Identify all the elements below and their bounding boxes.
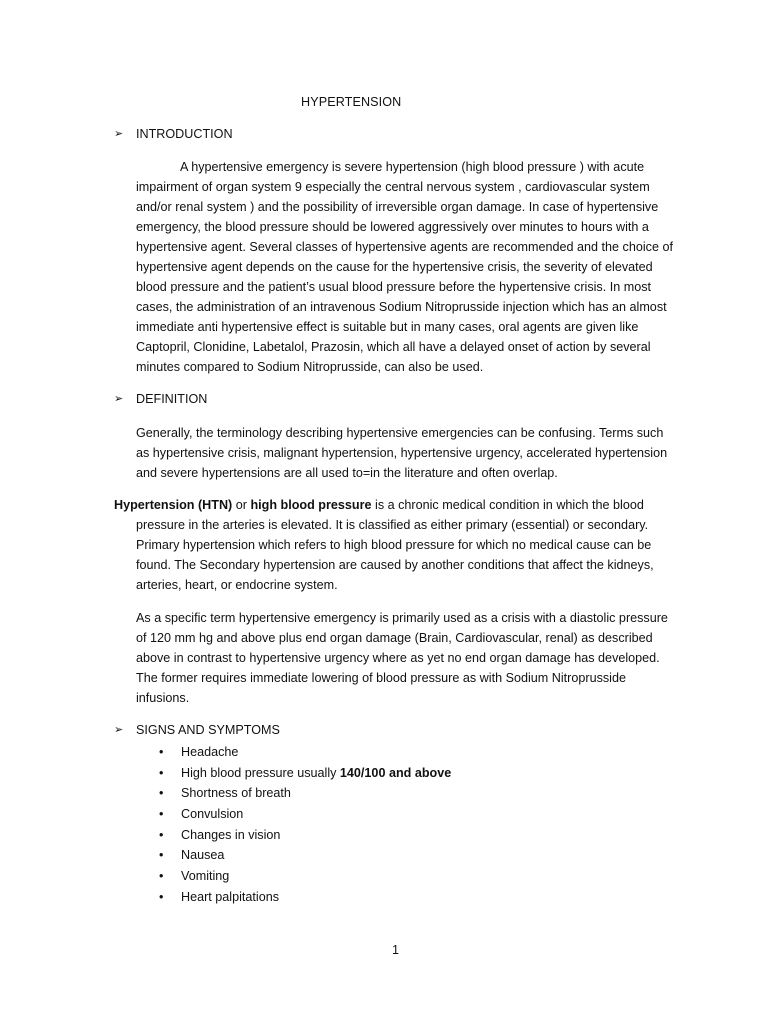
htn-paragraph [114, 495, 654, 595]
paragraph-line: pressure in the arteries is elevated. It is classified as either primary (essential) or secondary. [136, 518, 649, 532]
paragraph-line: of 120 mm hg and above plus end organ damage (Brain, Cardiovascular, renal) as described [136, 631, 653, 645]
paragraph-line: hypertensive agent depends on the cause for the hypertensive crisis, the severity of elevated [136, 260, 653, 274]
heading-label: SIGNS AND SYMPTOMS [136, 723, 280, 737]
htn-bold-term-2: high blood pressure [250, 498, 372, 512]
list-item-text: Vomiting [181, 869, 230, 884]
paragraph-line: A hypertensive emergency is severe hypertension (high blood pressure ) with acute [180, 160, 645, 174]
paragraph-line: Generally, the terminology describing hypertensive emergencies can be confusing. Terms such [136, 426, 664, 440]
paragraph-line: blood pressure and the patient’s usual blood pressure before the hypertensive crisis. In most [136, 280, 652, 294]
list-item-text: Shortness of breath [181, 786, 291, 801]
bullet-icon: • [159, 827, 164, 842]
paragraph-line: cases, the administration of an intravenous Sodium Nitroprusside injection which has an almost [136, 300, 667, 314]
list-item-text: Changes in vision [181, 827, 281, 842]
paragraph-line: immediate anti hypertensive effect is suitable but in many cases, oral agents are given like [136, 320, 639, 334]
bullet-icon: • [159, 745, 164, 759]
paragraph-line: infusions. [136, 691, 190, 705]
htn-first-line [114, 495, 654, 515]
paragraph-line: and severe hypertensions are all used to=in the literature and often overlap. [136, 466, 558, 480]
paragraph-line: As a specific term hypertensive emergency is primarily used as a crisis with a diastolic pressure [136, 611, 668, 625]
paragraph-line: above in contrast to hypertensive urgency where as yet no end organ damage has developed. [136, 651, 660, 665]
introduction-paragraph [136, 157, 673, 377]
paragraph-line: impairment of organ system 9 especially the central nervous system , cardiovascular system [136, 180, 650, 194]
htn-or: or [232, 498, 251, 512]
heading-label: INTRODUCTION [136, 127, 233, 141]
paragraph-line: hypertensive agent. Several classes of hypertensive agents are recommended and the choice of [136, 240, 673, 254]
definition-paragraph [136, 423, 667, 483]
arrow-bullet-icon: ➢ [114, 724, 124, 736]
paragraph-line: Captopril, Clonidine, Labetalol, Prazosin, which all have a delayed onset of action by several [136, 340, 651, 354]
paragraph-line: and/or renal system ) and the possibility of irreversible organ damage. In case of hypertensive [136, 200, 659, 214]
paragraph-line: The former requires immediate lowering of blood pressure as with Sodium Nitroprusside [136, 671, 626, 685]
arrow-bullet-icon: ➢ [114, 128, 124, 140]
page-number: 1 [392, 943, 400, 957]
list-item-text: Convulsion [181, 807, 244, 822]
list-item-bold: 140/100 and above [339, 765, 452, 780]
paragraph-line: Primary hypertension which refers to high blood pressure for which no medical cause can be [136, 538, 652, 552]
bullet-icon: • [159, 848, 164, 863]
bullet-icon: • [159, 889, 164, 904]
list-item-plain: High blood pressure usually [181, 765, 340, 780]
paragraph-line: found. The Secondary hypertension are caused by another conditions that affect the kidneys, [136, 558, 654, 572]
paragraph-line: arteries, heart, or endocrine system. [136, 578, 338, 592]
emergency-paragraph [136, 608, 668, 708]
paragraph-line: emergency, the blood pressure should be lowered aggressively over minutes to hours with a [136, 220, 649, 234]
bullet-icon: • [159, 786, 164, 801]
bullet-icon: • [159, 869, 164, 884]
paragraph-line: as hypertensive crisis, malignant hypertension, hypertensive urgency, accelerated hypertension [136, 446, 668, 460]
list-item-text: Nausea [181, 848, 225, 863]
list-item-text: Headache [181, 745, 239, 759]
paragraph-line: minutes compared to Sodium Nitroprusside, can also be used. [136, 360, 484, 374]
htn-bold-term: Hypertension (HTN) [114, 498, 233, 512]
bullet-icon: • [159, 807, 164, 822]
bullet-icon: • [159, 765, 164, 780]
document-title: HYPERTENSION [301, 95, 402, 109]
list-item-text [181, 763, 451, 784]
list-item-text: Heart palpitations [181, 889, 280, 904]
arrow-bullet-icon: ➢ [114, 393, 124, 405]
htn-first-rest: is a chronic medical condition in which the blood [371, 498, 644, 512]
heading-label: DEFINITION [136, 392, 208, 406]
